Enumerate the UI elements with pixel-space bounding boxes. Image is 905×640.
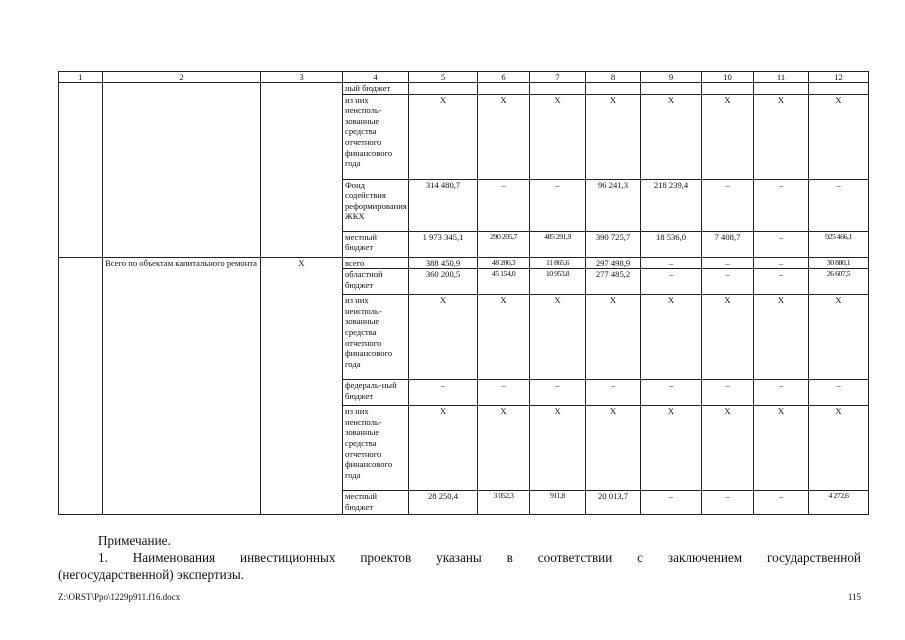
col-num-5: 5 (409, 72, 478, 83)
value-cell: – (702, 257, 754, 269)
col-num-11: 11 (754, 72, 809, 83)
value-cell: X (478, 406, 530, 491)
table-row (59, 257, 869, 269)
value-cell: X (809, 94, 869, 179)
value-cell: 26 607,5 (809, 269, 869, 295)
value-cell: X (641, 295, 702, 380)
value-cell: 7 408,7 (702, 231, 754, 257)
page-number: 115 (847, 592, 861, 602)
value-cell (586, 83, 641, 95)
value-cell: X (586, 295, 641, 380)
value-cell: 390 725,7 (586, 231, 641, 257)
value-cell: X (586, 406, 641, 491)
value-cell: 20 013,7 (586, 491, 641, 515)
column-number-row (59, 72, 869, 83)
value-cell: 290 205,7 (478, 231, 530, 257)
value-cell: X (530, 94, 586, 179)
value-cell: – (754, 269, 809, 295)
col-num-3: 3 (261, 72, 343, 83)
value-cell: – (702, 380, 754, 406)
value-cell (478, 83, 530, 95)
value-cell: – (409, 380, 478, 406)
value-cell: X (702, 295, 754, 380)
value-cell: X (530, 406, 586, 491)
value-cell: – (641, 380, 702, 406)
value-cell: 11 865,6 (530, 257, 586, 269)
value-cell: X (530, 295, 586, 380)
value-cell: X (641, 406, 702, 491)
value-cell (409, 83, 478, 95)
col-num-10: 10 (702, 72, 754, 83)
value-cell: X (478, 295, 530, 380)
cell-col3: X (261, 257, 343, 515)
value-cell: – (478, 179, 530, 231)
value-cell: X (809, 406, 869, 491)
value-cell: 45 154,0 (478, 269, 530, 295)
value-cell: – (641, 257, 702, 269)
value-cell: X (478, 94, 530, 179)
source-label: из них неисполь-зованные средства отчетного финансового года (343, 94, 409, 179)
col-num-12: 12 (809, 72, 869, 83)
value-cell: X (754, 94, 809, 179)
value-cell: X (409, 94, 478, 179)
file-path: Z:\ORST\Ppo\1229p911.f16.docx (58, 592, 181, 602)
source-label: федераль-ный бюджет (343, 380, 409, 406)
value-cell: X (641, 94, 702, 179)
value-cell: – (754, 491, 809, 515)
col-num-9: 9 (641, 72, 702, 83)
col-num-4: 4 (343, 72, 409, 83)
value-cell: – (809, 179, 869, 231)
value-cell: – (754, 257, 809, 269)
col-num-8: 8 (586, 72, 641, 83)
value-cell: X (586, 94, 641, 179)
value-cell: – (586, 380, 641, 406)
source-label: всего (343, 257, 409, 269)
cell-col2 (103, 83, 261, 258)
value-cell (809, 83, 869, 95)
value-cell: 18 536,0 (641, 231, 702, 257)
source-label: местный бюджет (343, 231, 409, 257)
note-text-line2: (негосударственной) экспертизы. (58, 567, 245, 582)
value-cell (702, 83, 754, 95)
source-label: областной бюджет (343, 269, 409, 295)
value-cell: 911,8 (530, 491, 586, 515)
value-cell: – (641, 491, 702, 515)
table-row (59, 83, 869, 95)
value-cell: 3 052,3 (478, 491, 530, 515)
value-cell: X (809, 295, 869, 380)
value-cell: – (754, 179, 809, 231)
col-num-1: 1 (59, 72, 103, 83)
value-cell (754, 83, 809, 95)
col-num-6: 6 (478, 72, 530, 83)
source-label: ный бюджет (343, 83, 409, 95)
value-cell (530, 83, 586, 95)
source-label: из них неисполь-зованные средства отчетного финансового года (343, 295, 409, 380)
cell-col3 (261, 83, 343, 258)
note-section (58, 532, 861, 583)
value-cell: – (809, 380, 869, 406)
value-cell: 314 480,7 (409, 179, 478, 231)
budget-table (58, 71, 869, 515)
col-num-2: 2 (103, 72, 261, 83)
value-cell: X (754, 406, 809, 491)
value-cell: X (702, 406, 754, 491)
value-cell: – (702, 179, 754, 231)
note-title: Примечание. (98, 533, 171, 548)
value-cell: 925 466,1 (809, 231, 869, 257)
value-cell: – (530, 179, 586, 231)
value-cell: 1 973 345,1 (409, 231, 478, 257)
value-cell: 277 485,2 (586, 269, 641, 295)
value-cell: – (754, 231, 809, 257)
value-cell: X (409, 295, 478, 380)
value-cell: 96 241,3 (586, 179, 641, 231)
value-cell: – (702, 269, 754, 295)
value-cell: 28 250,4 (409, 491, 478, 515)
value-cell: 4 272,6 (809, 491, 869, 515)
value-cell: – (754, 380, 809, 406)
source-label: Фонд содействия реформирования ЖКХ (343, 179, 409, 231)
value-cell: – (530, 380, 586, 406)
value-cell (641, 83, 702, 95)
cell-col1 (59, 83, 103, 258)
value-cell: X (754, 295, 809, 380)
value-cell: – (702, 491, 754, 515)
source-label: из них неисполь-зованные средства отчетного финансового года (343, 406, 409, 491)
value-cell: X (702, 94, 754, 179)
value-cell: 360 200,5 (409, 269, 478, 295)
object-name: Всего по объектам капитального ремонта (103, 257, 261, 515)
col-num-7: 7 (530, 72, 586, 83)
value-cell: – (641, 269, 702, 295)
note-text-line1: 1. Наименования инвестиционных проектов указаны в соответствии с заключением государственной (98, 550, 861, 565)
cell-col1 (59, 257, 103, 515)
value-cell: X (409, 406, 478, 491)
value-cell: 10 953,8 (530, 269, 586, 295)
value-cell: – (478, 380, 530, 406)
value-cell: 48 206,3 (478, 257, 530, 269)
value-cell: 218 239,4 (641, 179, 702, 231)
value-cell: 388 450,9 (409, 257, 478, 269)
value-cell: 297 498,9 (586, 257, 641, 269)
source-label: местный бюджет (343, 491, 409, 515)
value-cell: 485 291,9 (530, 231, 586, 257)
value-cell: 30 880,1 (809, 257, 869, 269)
